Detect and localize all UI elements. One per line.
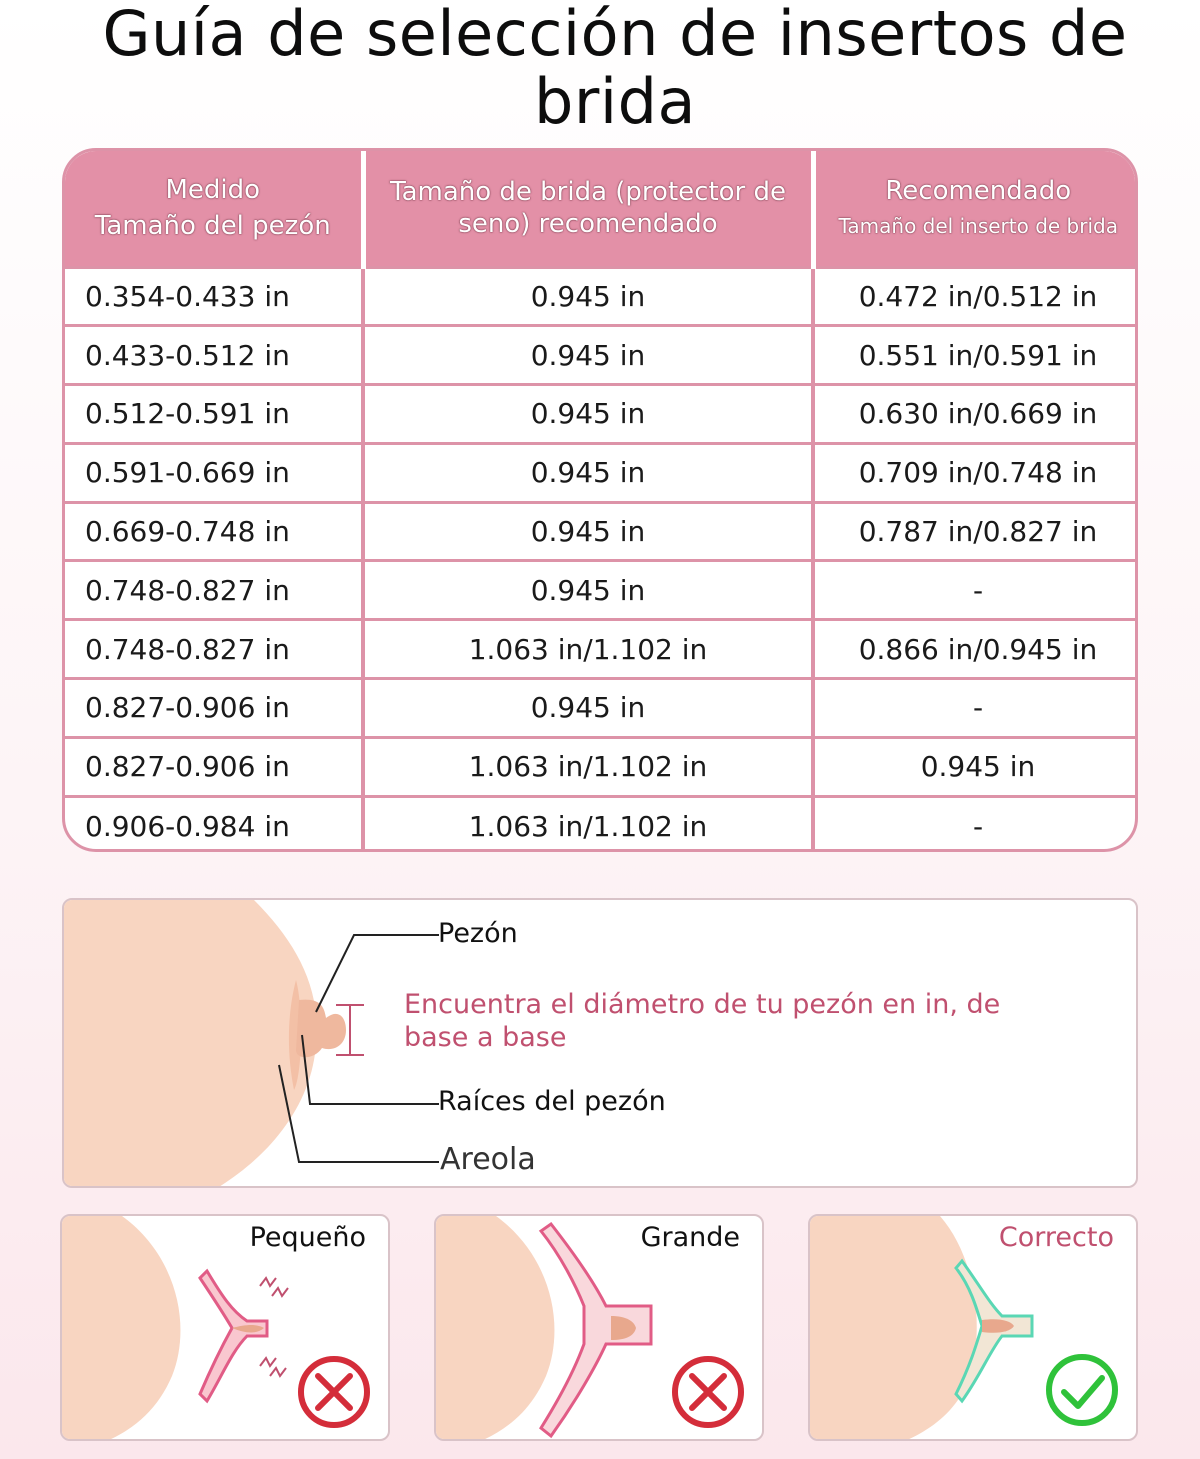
fit-card-small — [60, 1214, 390, 1441]
cell-insert-size: - — [813, 561, 1138, 620]
fit-card-large — [434, 1214, 764, 1441]
cell-measured-size: 0.748-0.827 in — [65, 561, 363, 620]
cell-flange-size: 1.063 in/1.102 in — [363, 620, 813, 679]
fit-label-large: Grande — [640, 1222, 740, 1253]
cell-insert-size: 0.630 in/0.669 in — [813, 385, 1138, 444]
cell-flange-size: 0.945 in — [363, 561, 813, 620]
cell-insert-size: 0.787 in/0.827 in — [813, 502, 1138, 561]
cell-insert-size: 0.945 in — [813, 737, 1138, 796]
cell-flange-size: 0.945 in — [363, 326, 813, 385]
cell-flange-size: 0.945 in — [363, 679, 813, 738]
check-circle-icon — [1049, 1357, 1115, 1423]
table-row — [65, 737, 1138, 796]
header-recommended-flange-size: Tamaño de brida (protector de seno) recomendado — [363, 151, 813, 267]
cell-measured-size: 0.669-0.748 in — [65, 502, 363, 561]
table-row — [65, 620, 1138, 679]
label-nipple-roots: Raíces del pezón — [438, 1086, 666, 1117]
table-row — [65, 796, 1138, 852]
header-measured-nipple-size: Medido Tamaño del pezón — [65, 151, 363, 267]
header-recommended-insert-size: Recomendado Tamaño del inserto de brida — [813, 151, 1138, 267]
cell-flange-size: 1.063 in/1.102 in — [363, 796, 813, 852]
cell-measured-size: 0.827-0.906 in — [65, 679, 363, 738]
cell-measured-size: 0.827-0.906 in — [65, 737, 363, 796]
cell-flange-size: 0.945 in — [363, 443, 813, 502]
flange-size-table — [62, 148, 1138, 852]
cell-measured-size: 0.433-0.512 in — [65, 326, 363, 385]
cell-insert-size: - — [813, 679, 1138, 738]
table-row — [65, 561, 1138, 620]
cell-measured-size: 0.591-0.669 in — [65, 443, 363, 502]
cell-measured-size: 0.748-0.827 in — [65, 620, 363, 679]
x-circle-icon — [301, 1359, 367, 1425]
table-header-row — [65, 151, 1138, 267]
cell-flange-size: 0.945 in — [363, 267, 813, 326]
cell-insert-size: 0.551 in/0.591 in — [813, 326, 1138, 385]
cell-insert-size: 0.866 in/0.945 in — [813, 620, 1138, 679]
fit-label-small: Pequeño — [249, 1222, 366, 1253]
fit-card-correct — [808, 1214, 1138, 1441]
table-row — [65, 326, 1138, 385]
page-title: Guía de selección de insertos de brida — [102, 0, 1128, 138]
cell-measured-size: 0.512-0.591 in — [65, 385, 363, 444]
cell-measured-size: 0.354-0.433 in — [65, 267, 363, 326]
label-areola: Areola — [440, 1142, 536, 1177]
fit-label-correct: Correcto — [998, 1222, 1114, 1253]
cell-insert-size: 0.709 in/0.748 in — [813, 443, 1138, 502]
table-row — [65, 443, 1138, 502]
table-row — [65, 679, 1138, 738]
x-circle-icon — [675, 1359, 741, 1425]
cell-flange-size: 1.063 in/1.102 in — [363, 737, 813, 796]
cell-measured-size: 0.906-0.984 in — [65, 796, 363, 852]
cell-insert-size: - — [813, 796, 1138, 852]
cell-flange-size: 0.945 in — [363, 502, 813, 561]
size-table — [65, 151, 1138, 852]
table-row — [65, 502, 1138, 561]
label-nipple: Pezón — [438, 918, 518, 949]
cell-insert-size: 0.472 in/0.512 in — [813, 267, 1138, 326]
nipple-anatomy-panel — [62, 898, 1138, 1188]
table-row — [65, 267, 1138, 326]
measure-instruction: Encuentra el diámetro de tu pezón en in, de base a base — [404, 989, 1001, 1053]
cell-flange-size: 0.945 in — [363, 385, 813, 444]
table-row — [65, 385, 1138, 444]
